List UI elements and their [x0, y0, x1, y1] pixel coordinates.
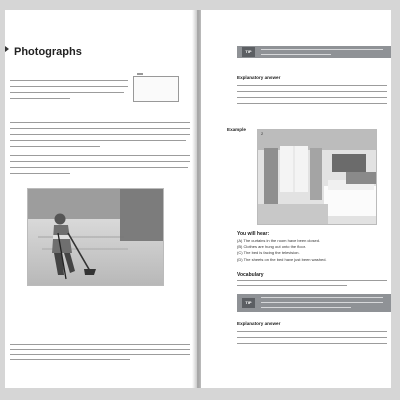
tip-tag-1: TIP: [242, 47, 255, 57]
explanatory-answer-heading-2: Explanatory answer: [237, 321, 281, 326]
option-a: (A) The curtains in the room have been closed.: [237, 238, 321, 243]
example-label: Example: [227, 127, 246, 132]
explanatory-answer-heading-1: Explanatory answer: [237, 75, 281, 80]
tip-tag-2: TIP: [242, 298, 255, 308]
example-photo-bedroom: [257, 129, 377, 225]
note-box: [133, 76, 179, 102]
example-photo: [27, 188, 164, 286]
bedroom-photo: [258, 130, 376, 224]
option-c: (C) The bed is facing the television.: [237, 250, 300, 256]
you-will-hear-options: [237, 238, 327, 263]
chapter-title: Photographs: [14, 46, 82, 58]
right-page: [201, 10, 391, 388]
option-d: (D) The sheets on the bed have just been washed.: [237, 256, 327, 262]
chapter-marker-icon: [5, 43, 9, 55]
left-page: [5, 10, 197, 388]
street-sweeper-photo: [28, 189, 163, 285]
note-tag: [137, 73, 143, 75]
option-b: (B) Clothes are hung out onto the floor.: [237, 244, 306, 250]
tip-bar-1: [237, 46, 391, 58]
tip-bar-2: [237, 294, 391, 312]
you-will-hear-heading: You will hear:: [237, 231, 270, 237]
example-number: 2: [261, 131, 264, 136]
vocabulary-heading: Vocabulary: [237, 272, 264, 278]
